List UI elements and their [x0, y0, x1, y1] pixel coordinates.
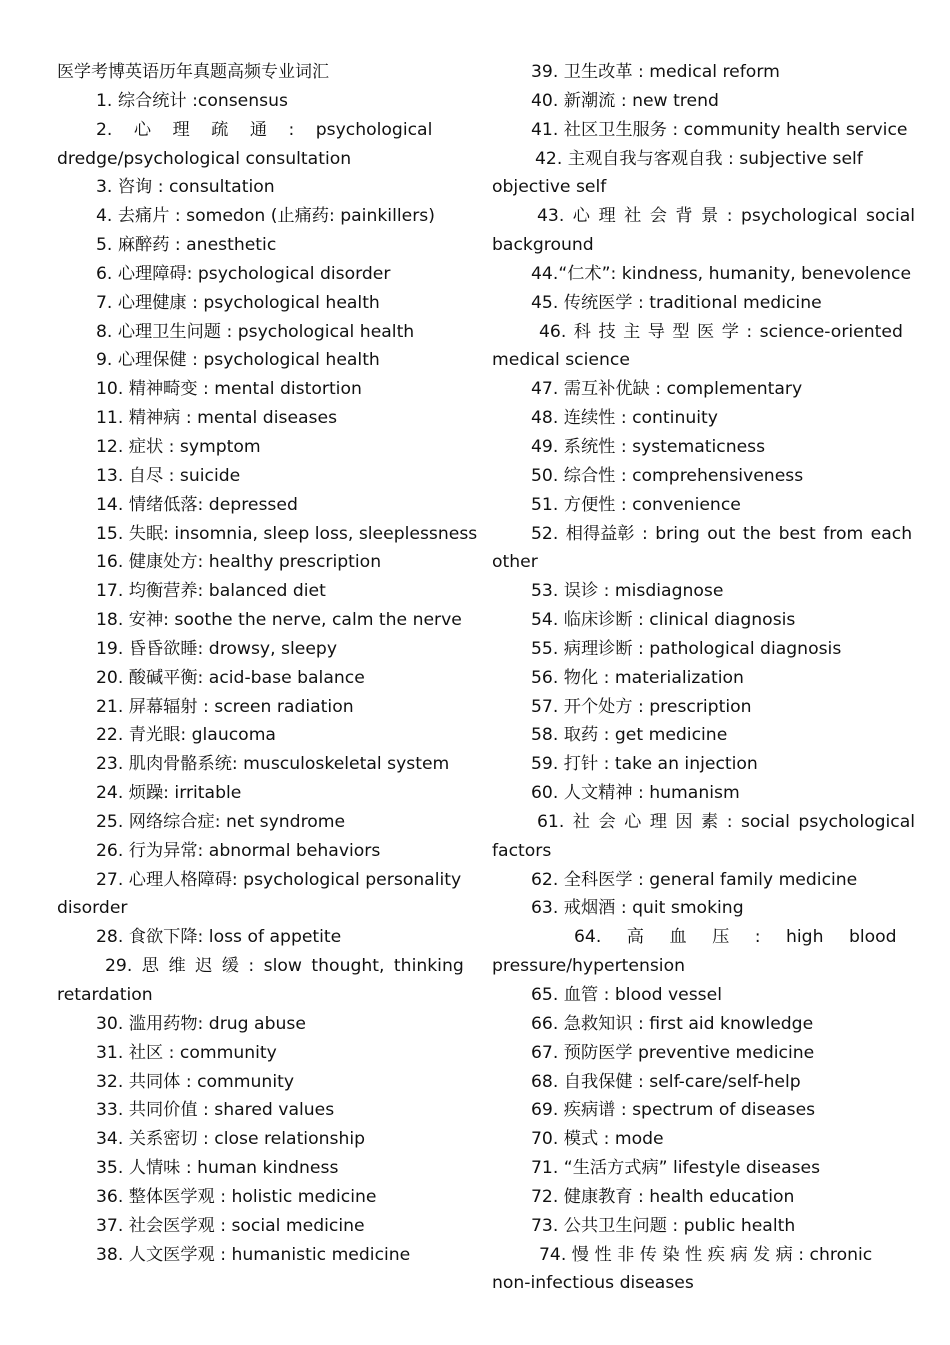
right-column	[492, 58, 916, 1298]
vocab-entry-continuation: objective self	[492, 177, 607, 198]
vocab-entry: 20. 酸碱平衡: acid-base balance	[96, 667, 365, 688]
vocab-entry: 25. 网络综合症: net syndrome	[96, 811, 346, 832]
vocab-entry: 58. 取药 : get medicine	[531, 725, 728, 746]
vocab-entry: 29. 思 维 迟 缓 : slow thought, thinking	[105, 956, 464, 977]
vocab-entry: 52. 相得益彰 : bring out the best from each	[531, 523, 913, 544]
vocab-entry: 69. 疾病谱 : spectrum of diseases	[531, 1100, 816, 1121]
vocab-entry: 47. 需互补优缺 : complementary	[531, 379, 803, 400]
vocab-entry: 3. 咨询 : consultation	[96, 177, 275, 198]
left-column	[57, 58, 478, 1269]
vocab-entry: 27. 心理人格障碍: psychological personality	[96, 869, 462, 890]
vocab-entry-continuation: non-infectious diseases	[492, 1273, 694, 1294]
vocab-entry: 54. 临床诊断 : clinical diagnosis	[531, 610, 796, 631]
vocab-entry: 59. 打针 : take an injection	[531, 754, 758, 775]
vocab-entry: 2. 心 理 疏 通 : psychological	[96, 119, 433, 140]
vocab-entry: 66. 急救知识 : first aid knowledge	[531, 1013, 814, 1034]
vocab-entry: 8. 心理卫生问题 : psychological health	[96, 321, 415, 342]
vocab-entry: 9. 心理保健 : psychological health	[96, 350, 380, 371]
vocab-entry-continuation: retardation	[57, 985, 153, 1005]
vocab-entry: 14. 情绪低落: depressed	[96, 494, 298, 515]
vocab-entry: 26. 行为异常: abnormal behaviors	[96, 840, 381, 861]
vocab-entry: 13. 自尽 : suicide	[96, 465, 241, 486]
vocab-entry-continuation: dredge/psychological consultation	[57, 148, 352, 169]
vocab-entry: 6. 心理障碍: psychological disorder	[96, 263, 391, 284]
vocab-entry: 40. 新潮流 : new trend	[531, 90, 719, 111]
vocab-entry: 7. 心理健康 : psychological health	[96, 292, 380, 313]
vocab-entry: 63. 戒烟酒 : quit smoking	[531, 898, 744, 919]
vocab-entry: 50. 综合性 : comprehensiveness	[531, 465, 804, 486]
vocab-entry: 57. 开个处方 : prescription	[531, 696, 752, 717]
vocab-entry: 18. 安神: soothe the nerve, calm the nerve	[96, 610, 462, 631]
vocab-entry: 21. 屏幕辐射 : screen radiation	[96, 696, 354, 717]
vocab-entry: 38. 人文医学观 : humanistic medicine	[96, 1244, 411, 1265]
vocab-entry: 5. 麻醉药 : anesthetic	[96, 235, 277, 256]
vocab-entry: 17. 均衡营养: balanced diet	[96, 581, 326, 602]
vocab-entry: 36. 整体医学观 : holistic medicine	[96, 1186, 377, 1207]
vocab-entry-continuation: medical science	[492, 350, 630, 371]
vocab-entry: 45. 传统医学 : traditional medicine	[531, 292, 822, 313]
vocab-entry-continuation: pressure/hypertension	[492, 956, 685, 977]
vocab-entry: 48. 连续性 : continuity	[531, 408, 718, 429]
vocab-entry: 65. 血管 : blood vessel	[531, 985, 722, 1005]
vocab-entry: 4. 去痛片 : somedon (止痛药: painkillers)	[96, 206, 435, 227]
vocab-entry: 16. 健康处方: healthy prescription	[96, 552, 382, 573]
vocab-entry: 10. 精神畸变 : mental distortion	[96, 379, 362, 400]
vocab-entry-continuation: other	[492, 552, 538, 573]
vocab-entry: 11. 精神病 : mental diseases	[96, 408, 338, 429]
vocab-entry: 1. 综合统计 :consensus	[96, 90, 288, 111]
vocab-entry: 74. 慢 性 非 传 染 性 疾 病 发 病 : chronic	[539, 1244, 873, 1265]
vocab-entry: 15. 失眠: insomnia, sleep loss, sleeplessness	[96, 523, 478, 544]
vocab-entry: 28. 食欲下降: loss of appetite	[96, 927, 342, 948]
vocab-entry: 46. 科 技 主 导 型 医 学 : science-oriented	[539, 321, 903, 342]
document-title: 医学考博英语历年真题高频专业词汇	[57, 62, 329, 82]
vocab-entry: 56. 物化 : materialization	[531, 667, 744, 688]
vocab-entry: 37. 社会医学观 : social medicine	[96, 1215, 365, 1236]
vocab-entry: 24. 烦躁: irritable	[96, 783, 242, 804]
vocab-entry: 64. 高 血 压 : high blood	[574, 927, 897, 948]
vocab-entry: 39. 卫生改革 : medical reform	[531, 62, 780, 82]
vocab-entry: 35. 人情味 : human kindness	[96, 1158, 339, 1179]
vocab-entry: 30. 滥用药物: drug abuse	[96, 1013, 306, 1034]
vocab-entry: 72. 健康教育 : health education	[531, 1186, 795, 1207]
vocab-entry-continuation: background	[492, 235, 594, 256]
vocab-entry: 42. 主观自我与客观自我 : subjective self	[535, 148, 863, 169]
vocab-entry: 62. 全科医学 : general family medicine	[531, 869, 858, 890]
vocab-entry: 41. 社区卫生服务 : community health service	[531, 119, 908, 140]
vocab-entry: 34. 关系密切 : close relationship	[96, 1129, 366, 1150]
vocab-entry: 60. 人文精神 : humanism	[531, 783, 740, 804]
vocab-entry: 55. 病理诊断 : pathological diagnosis	[531, 638, 842, 659]
vocab-entry: 23. 肌肉骨骼系统: musculoskeletal system	[96, 754, 450, 775]
vocab-entry: 44.“仁术”: kindness, humanity, benevolence	[531, 263, 912, 284]
vocab-entry: 32. 共同体 : community	[96, 1071, 295, 1092]
vocab-entry: 31. 社区 : community	[96, 1042, 277, 1063]
vocab-entry: 67. 预防医学 preventive medicine	[531, 1042, 815, 1063]
vocab-entry: 19. 昏昏欲睡: drowsy, sleepy	[96, 638, 337, 659]
vocab-entry: 68. 自我保健 : self-care/self-help	[531, 1071, 801, 1092]
vocab-entry-continuation: factors	[492, 840, 552, 861]
vocab-entry: 22. 青光眼: glaucoma	[96, 725, 276, 746]
vocab-entry: 49. 系统性 : systematicness	[531, 436, 766, 457]
vocab-entry: 70. 模式 : mode	[531, 1129, 664, 1150]
vocab-entry: 73. 公共卫生问题 : public health	[531, 1215, 796, 1236]
vocab-entry: 43. 心 理 社 会 背 景 : psychological social	[537, 206, 916, 227]
vocab-entry: 51. 方便性 : convenience	[531, 494, 741, 515]
vocab-entry: 33. 共同价值 : shared values	[96, 1100, 335, 1121]
vocab-entry: 61. 社 会 心 理 因 素 : social psychological	[537, 811, 916, 832]
vocab-entry-continuation: disorder	[57, 898, 128, 919]
vocab-entry: 71. “生活方式病” lifestyle diseases	[531, 1158, 821, 1179]
vocab-entry: 12. 症状 : symptom	[96, 436, 261, 457]
vocab-entry: 53. 误诊 : misdiagnose	[531, 581, 724, 602]
